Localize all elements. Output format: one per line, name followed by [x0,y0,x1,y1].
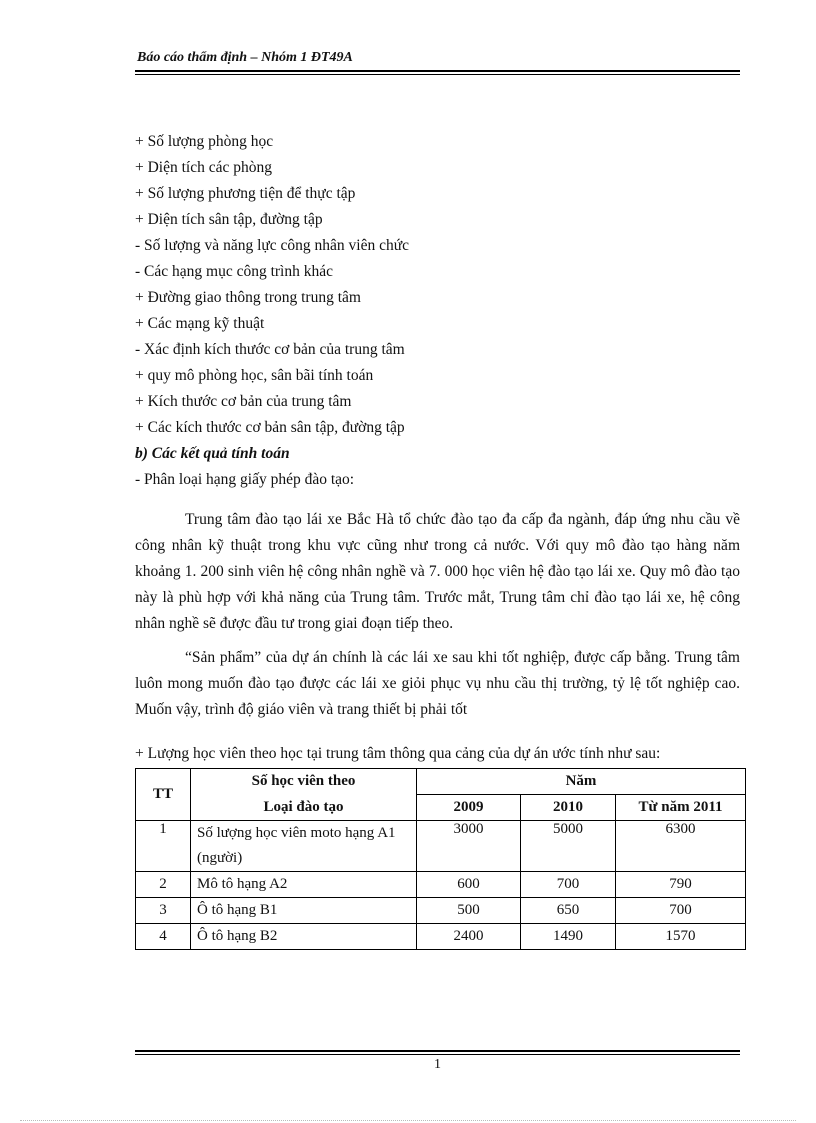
header-year: Từ năm 2011 [616,795,746,821]
list-item: + Đường giao thông trong trung tâm [135,289,361,306]
header-rule-thin [135,74,740,75]
cell-value: 500 [417,898,521,924]
table-row [136,898,746,924]
cell-value: 1570 [616,924,746,950]
header-title: Báo cáo thẩm định – Nhóm 1 ĐT49A [137,50,353,65]
classification-line: - Phân loại hạng giấy phép đào tạo: [135,471,355,488]
cell-type: Ô tô hạng B1 [191,898,417,924]
cell-value: 700 [616,898,746,924]
table-header-row [136,769,746,795]
cell-tt: 1 [136,821,191,872]
page-number: 1 [434,1057,441,1072]
cell-type: Ô tô hạng B2 [191,924,417,950]
paragraph-product: “Sản phẩm” của dự án chính là các lái xe sau khi tốt nghiệp, được cấp bằng. Trung tâm luôn mong muốn đào tạo được các lái xe giỏi phục vụ nhu cầu thị trường, tỷ lệ tốt nghiệp cao. Muốn vậy, trình độ giáo viên và trang thiết bị phải tốt [135,649,740,718]
list-item: + Số lượng phòng học [135,133,274,150]
student-table [135,768,746,950]
list-item: + Kích thước cơ bản của trung tâm [135,393,352,410]
list-item: + Diện tích các phòng [135,159,273,176]
page-bottom-border [20,1120,796,1121]
list-item: - Xác định kích thước cơ bản của trung tâm [135,341,405,358]
page-footer [135,1050,740,1073]
list-item: + Các mạng kỹ thuật [135,315,265,332]
cell-value: 3000 [417,821,521,872]
table-row [136,872,746,898]
footer-rule-thin [135,1054,740,1055]
document-body [135,129,740,950]
cell-type: Số lượng học viên moto hạng A1 (người) [191,821,417,872]
section-heading: b) Các kết quả tính toán [135,445,290,462]
table-row [136,821,746,872]
header-year-group: Năm [417,769,746,795]
header-type-line2: Loại đào tạo [191,795,417,821]
list-item: - Số lượng và năng lực công nhân viên chức [135,237,410,254]
cell-tt: 4 [136,924,191,950]
list-item: - Các hạng mục công trình khác [135,263,333,280]
cell-value: 790 [616,872,746,898]
cell-value: 1490 [521,924,616,950]
list-item: + Các kích thước cơ bản sân tập, đường tập [135,419,405,436]
cell-type: Mô tô hạng A2 [191,872,417,898]
cell-tt: 3 [136,898,191,924]
page-header [135,50,740,75]
header-year: 2009 [417,795,521,821]
cell-value: 650 [521,898,616,924]
paragraph-overview: Trung tâm đào tạo lái xe Bắc Hà tổ chức đào tạo đa cấp đa ngành, đáp ứng nhu cầu về công nhân kỹ thuật trong khu vực cũng như trong cả nước. Với quy mô đào tạo hàng năm khoảng 1. 200 sinh viên hệ công nhân nghề và 7. 000 học viên hệ đào tạo lái xe. Quy mô đào tạo này là phù hợp với khả năng của Trung tâm. Trước mắt, Trung tâm chỉ đào tạo lái xe, hệ công nhân nghề sẽ được đầu tư trong giai đoạn tiếp theo. [135,511,740,632]
cell-value: 2400 [417,924,521,950]
cell-value: 700 [521,872,616,898]
paragraph-student-estimate: + Lượng học viên theo học tại trung tâm thông qua cảng của dự án ước tính như sau: [135,745,661,762]
table-header-row [136,795,746,821]
criteria-list [135,129,740,441]
cell-value: 5000 [521,821,616,872]
cell-value: 6300 [616,821,746,872]
cell-value: 600 [417,872,521,898]
header-year: 2010 [521,795,616,821]
cell-tt: 2 [136,872,191,898]
footer-rule-thick [135,1050,740,1052]
list-item: + quy mô phòng học, sân bãi tính toán [135,367,374,384]
header-rule-thick [135,70,740,72]
table-row [136,924,746,950]
list-item: + Diện tích sân tập, đường tập [135,211,323,228]
header-tt: TT [136,769,191,821]
list-item: + Số lượng phương tiện để thực tập [135,185,356,202]
header-type-line1: Số học viên theo [191,769,417,795]
